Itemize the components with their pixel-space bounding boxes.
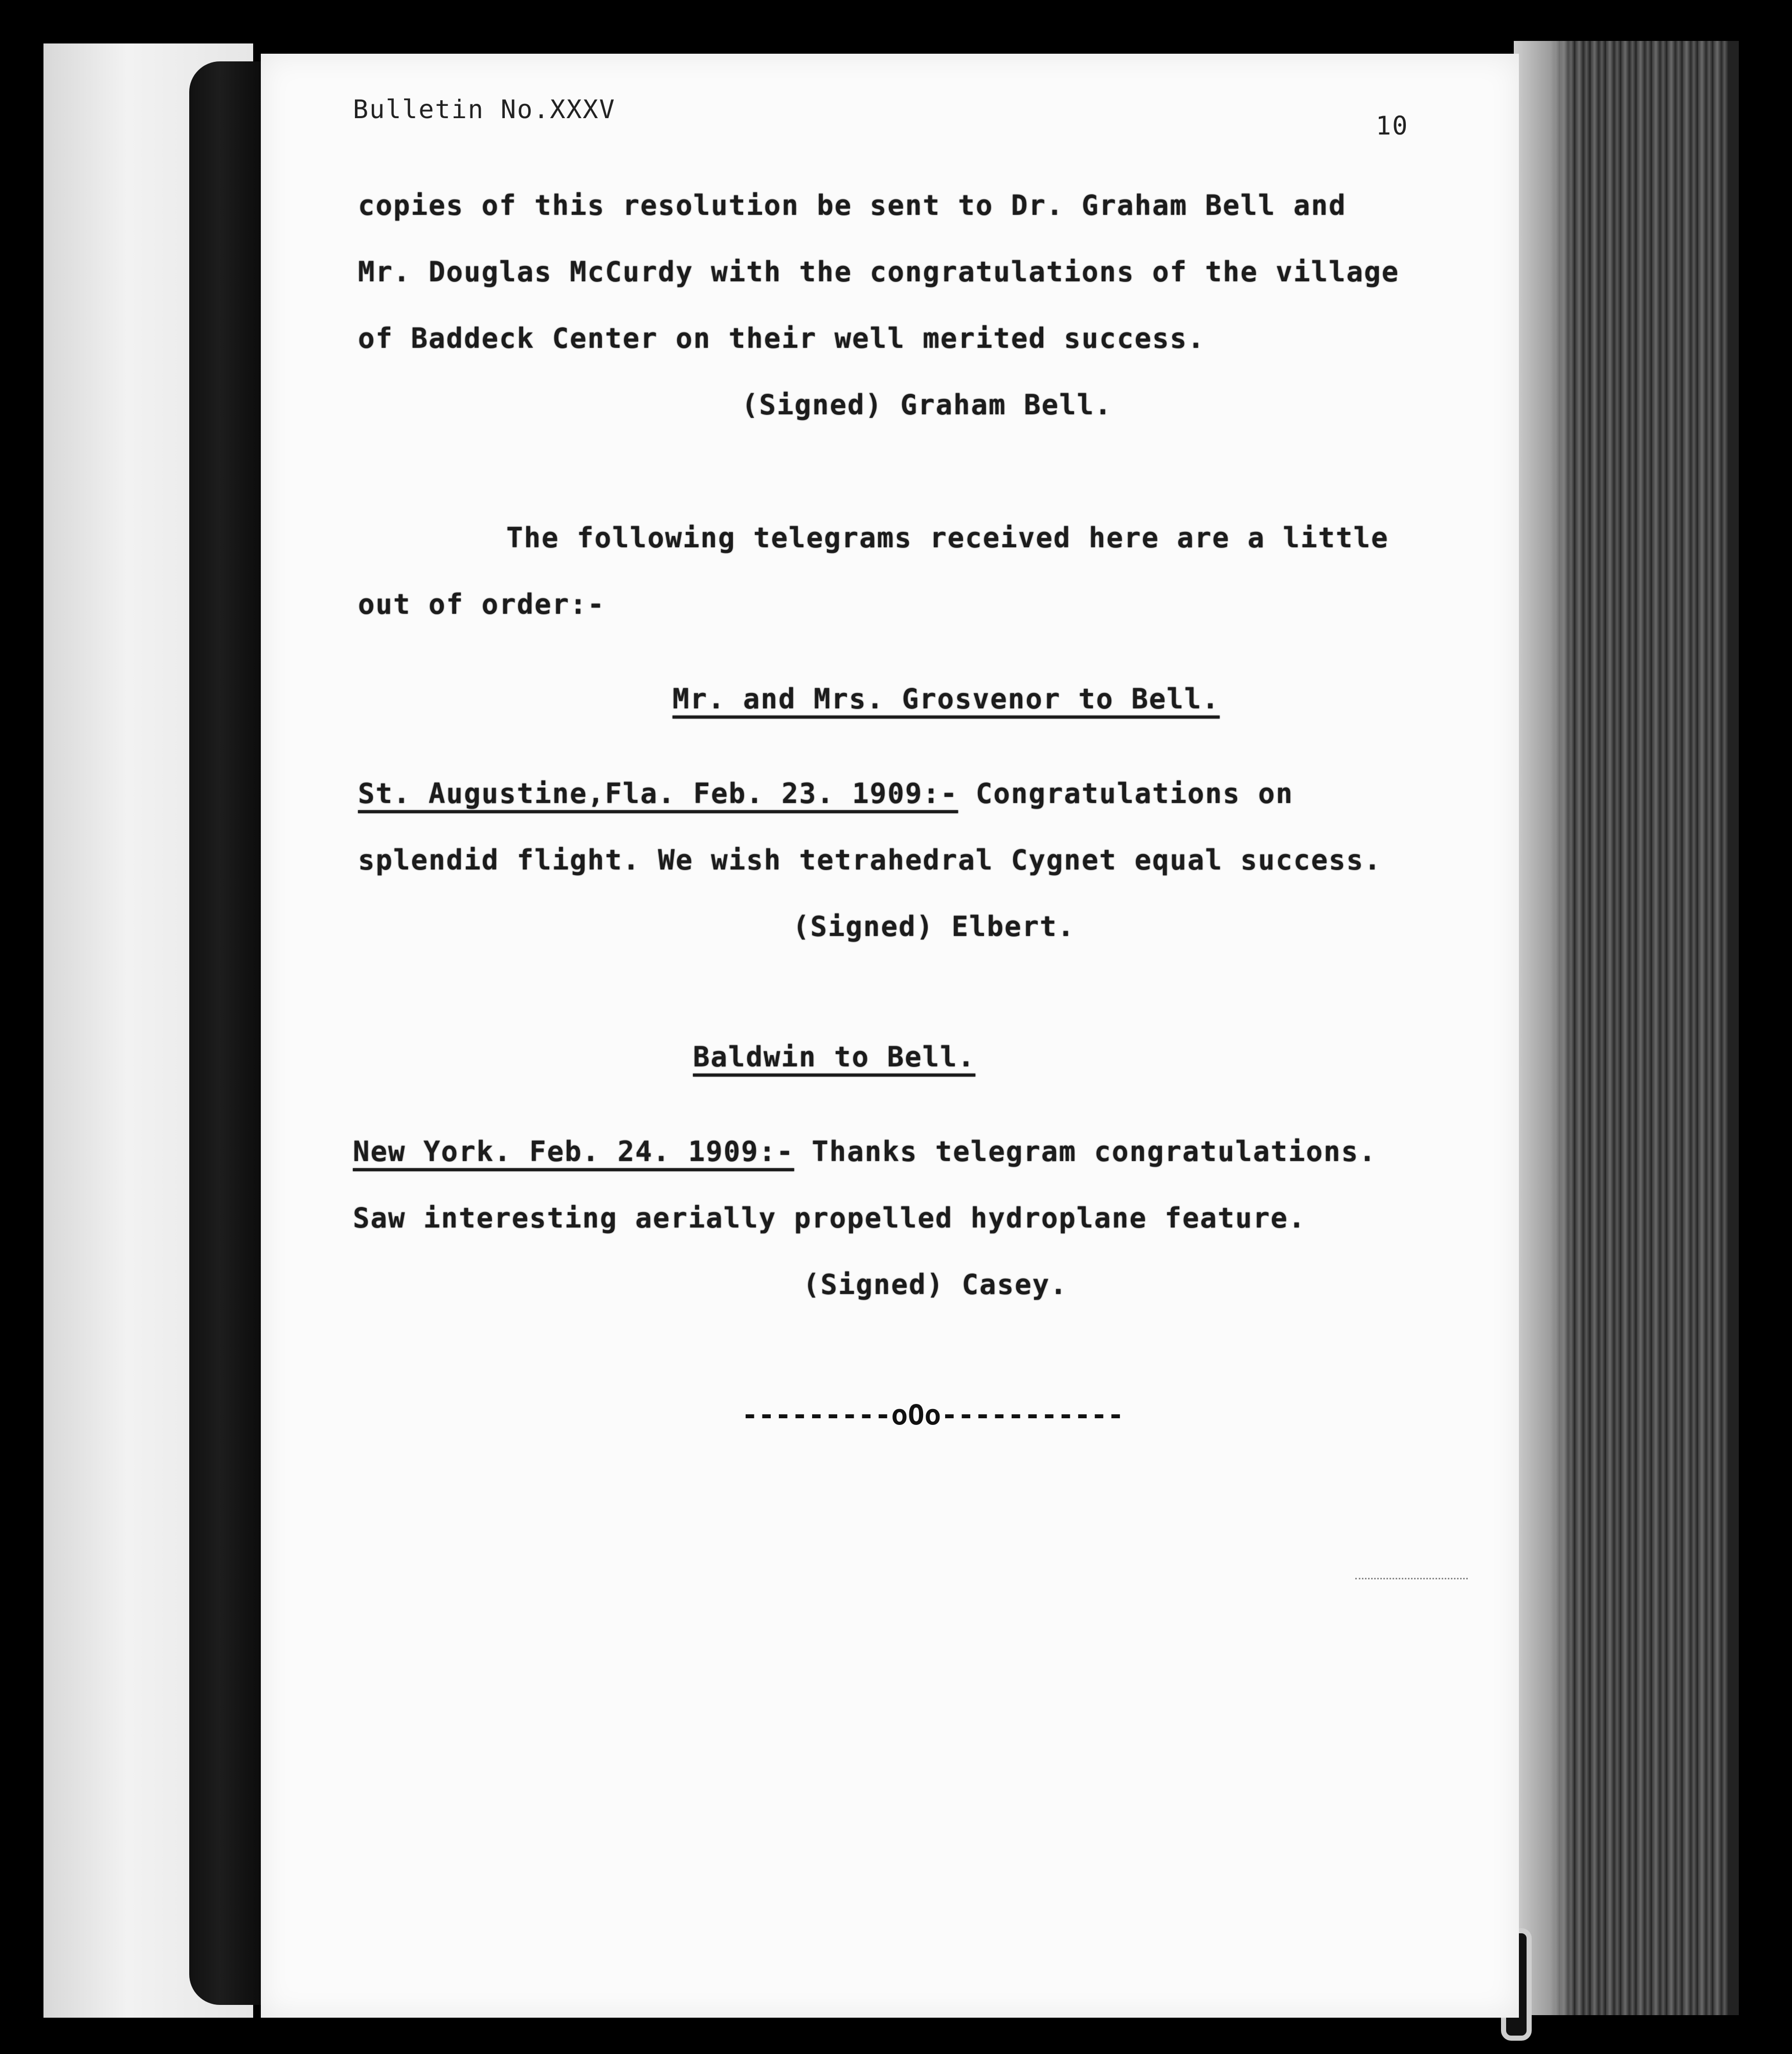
pencil-mark — [1355, 1578, 1468, 1581]
telegram2-line-2: Saw interesting aerially propelled hydroplane feature. — [353, 1202, 1306, 1234]
section-divider: ---------oOo----------- — [742, 1399, 1124, 1431]
page-edges-shade — [1514, 41, 1575, 2015]
telegram-heading-baldwin: Baldwin to Bell. — [693, 1041, 976, 1073]
bulletin-number: Bulletin No.XXXV — [353, 95, 616, 124]
signature-graham-bell: (Signed) Graham Bell. — [742, 389, 1112, 421]
telegram1-dateline: St. Augustine,Fla. Feb. 23. 1909:- — [358, 777, 958, 810]
telegram1-line1-text: Congratulations on — [975, 777, 1294, 810]
paragraph2-line-1: The following telegrams received here are a little — [506, 522, 1389, 554]
telegram1-line-1 — [358, 777, 1293, 810]
paragraph2-line-2: out of order:- — [358, 588, 606, 620]
signature-elbert: (Signed) Elbert. — [793, 910, 1076, 943]
paragraph-line-2: Mr. Douglas McCurdy with the congratulations of the village — [358, 256, 1400, 288]
telegram2-line-1 — [353, 1135, 1377, 1168]
book-gutter — [189, 61, 266, 2005]
telegram-heading-grosvenor: Mr. and Mrs. Grosvenor to Bell. — [673, 683, 1220, 715]
document-page — [261, 54, 1519, 2018]
telegram2-dateline: New York. Feb. 24. 1909:- — [353, 1135, 794, 1168]
paragraph-line-3: of Baddeck Center on their well merited success. — [358, 322, 1205, 354]
page-number: 10 — [1376, 111, 1409, 141]
telegram1-line-2: splendid flight. We wish tetrahedral Cygnet equal success. — [358, 844, 1382, 876]
paragraph-line-1: copies of this resolution be sent to Dr. Graham Bell and — [358, 189, 1347, 221]
telegram2-line1-text: Thanks telegram congratulations. — [812, 1135, 1377, 1168]
signature-casey: (Signed) Casey. — [803, 1268, 1068, 1301]
